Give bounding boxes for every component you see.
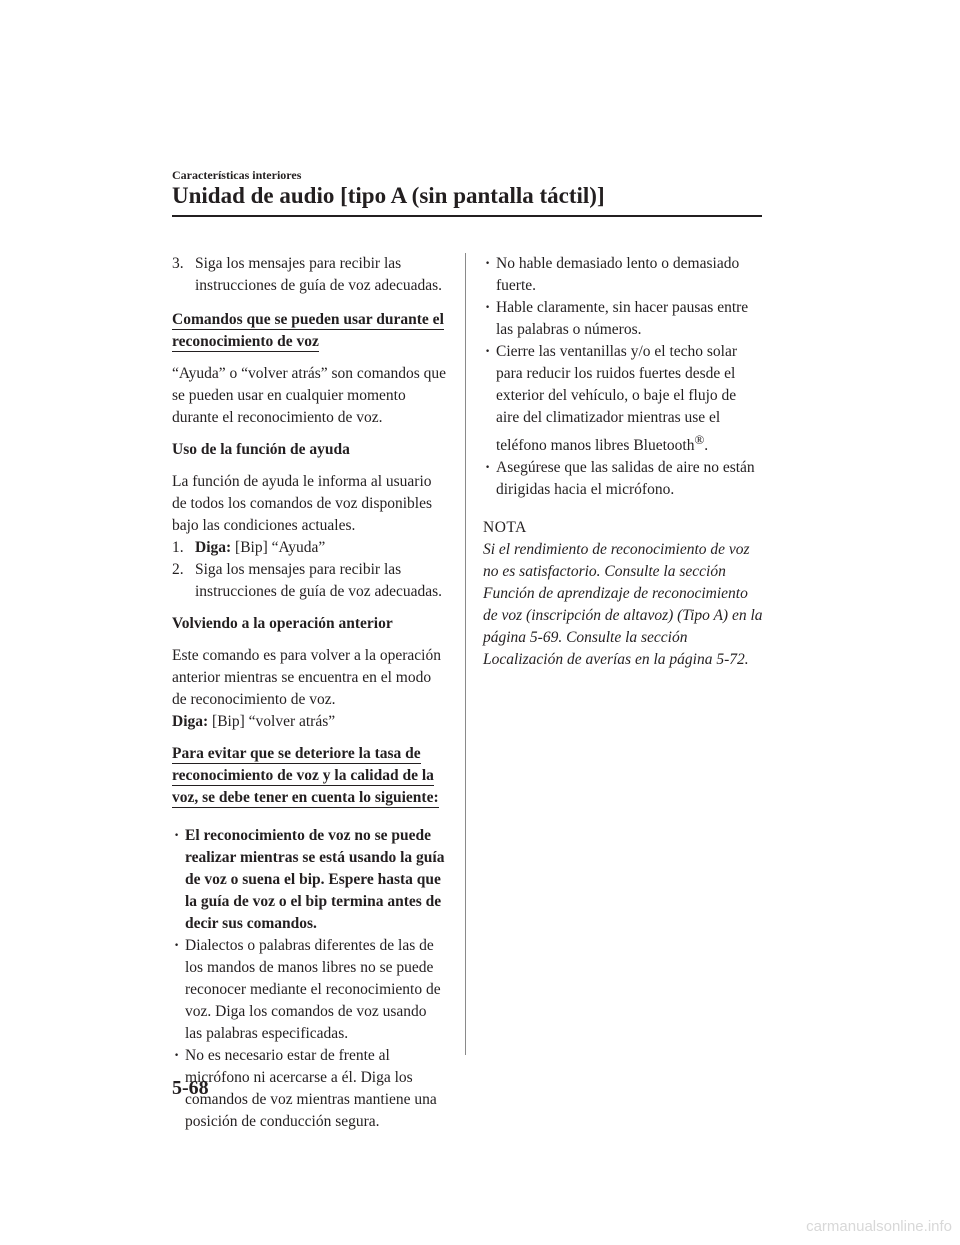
heading-avoid-deterioration <box>172 743 447 809</box>
list-item-end: . <box>704 437 709 455</box>
step-number: 2. <box>172 561 184 578</box>
step-number: 3. <box>172 255 184 272</box>
step-2 <box>172 559 447 603</box>
heading-text: Comandos que se pueden usar durante el reconocimiento de voz <box>172 311 444 350</box>
section-label: Características interiores <box>172 168 302 182</box>
list-item <box>483 341 763 457</box>
heading-text: Para evitar que se deteriore la tasa de reconocimiento de voz y la calidad de la voz, se debe tener en cuenta lo siguiente: <box>172 745 439 806</box>
step-text: Siga los mensajes para recibir las instrucciones de guía de voz adecuadas. <box>195 561 443 600</box>
step-number: 1. <box>172 539 184 556</box>
heading-voice-commands <box>172 309 447 353</box>
say-label: Diga: <box>195 539 232 556</box>
title-rule <box>172 215 762 217</box>
paragraph-commands: “Ayuda” o “volver atrás” son comandos que se pueden usar en cualquier momento durante el reconocimiento de voz. <box>172 365 447 426</box>
list-item: · No hable demasiado lento o demasiado fuerte. <box>483 253 763 297</box>
left-column <box>172 253 447 1133</box>
step-1 <box>172 537 447 559</box>
paragraph-back: Este comando es para volver a la operación anterior mientras se encuentra en el modo de reconocimiento de voz. <box>172 647 441 708</box>
list-item: · No es necesario estar de frente al micrófono ni acercarse a él. Diga los comandos de voz mientras mantiene una posición de conducción segura. <box>172 1045 447 1133</box>
list-item: · Dialectos o palabras diferentes de las de los mandos de manos libres no se puede reconocer mediante el reconocimiento de voz. Diga los comandos de voz usando las palabras especificadas. <box>172 935 447 1045</box>
paragraph-help: La función de ayuda le informa al usuario de todos los comandos de voz disponibles bajo las condiciones actuales. <box>172 473 433 534</box>
step-text: [Bip] “Ayuda” <box>231 539 326 556</box>
note-label: NOTA <box>483 519 527 537</box>
right-column <box>483 253 763 671</box>
list-item-text: Cierre las ventanillas y/o el techo solar para reducir los ruidos fuertes desde el exterior del vehículo, o baje el flujo de aire del climatizador mientras use el teléfono manos libres Bluetooth <box>496 343 738 455</box>
list-item: · Asegúrese que las salidas de aire no están dirigidas hacia el micrófono. <box>483 457 763 501</box>
subheading-back: Volviendo a la operación anterior <box>172 615 393 632</box>
column-divider <box>465 253 466 1055</box>
step-3 <box>172 253 447 297</box>
list-item: · El reconocimiento de voz no se puede realizar mientras se está usando la guía de voz o suena el bip. Espere hasta que la guía de voz o el bip termina antes de decir sus comandos. <box>172 825 447 935</box>
note-text: Si el rendimiento de reconocimiento de voz no es satisfactorio. Consulte la sección Función de aprendizaje de reconocimiento de voz (inscripción de altavoz) (Tipo A) en la página 5-69. Consulte la sección Localización de averías en la página 5-72. <box>483 541 763 669</box>
step-text: Siga los mensajes para recibir las instrucciones de guía de voz adecuadas. <box>195 255 443 294</box>
page-title: Unidad de audio [tipo A (sin pantalla táctil)] <box>172 183 605 208</box>
subheading-help: Uso de la función de ayuda <box>172 441 350 458</box>
registered-mark: ® <box>694 432 705 447</box>
say-text: [Bip] “volver atrás” <box>208 713 336 730</box>
page-number: 5-68 <box>172 1077 209 1099</box>
watermark: carmanualsonline.info <box>806 1218 952 1235</box>
list-item: · Hable claramente, sin hacer pausas entre las palabras o números. <box>483 297 763 341</box>
say-label: Diga: <box>172 713 209 730</box>
say-back <box>172 711 447 733</box>
